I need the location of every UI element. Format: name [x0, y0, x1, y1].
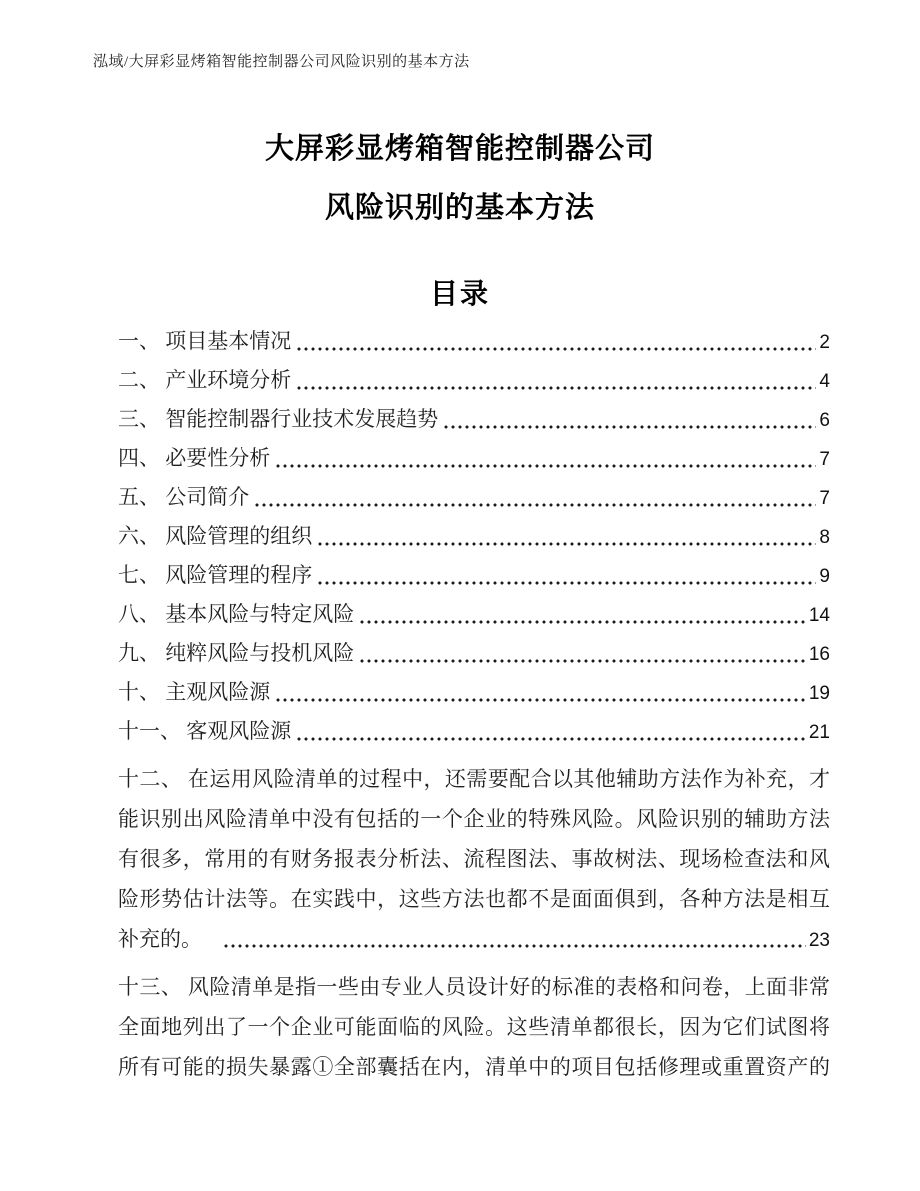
toc-page-number: 14 — [808, 605, 830, 626]
toc-item-label: 十、 主观风险源 — [118, 680, 271, 704]
dot-leader — [276, 698, 806, 702]
toc-item-label: 七、 风险管理的程序 — [118, 563, 313, 587]
toc-item-label: 九、 纯粹风险与投机风险 — [118, 641, 355, 665]
toc-page-number: 8 — [819, 527, 830, 548]
toc-item-last-line — [118, 919, 830, 959]
toc-item-label: 二、 产业环境分析 — [118, 368, 292, 392]
toc-page-number: 6 — [819, 410, 830, 431]
toc-item-label: 一、 项目基本情况 — [118, 329, 292, 353]
toc-item-7[interactable] — [118, 556, 830, 595]
toc-item-text-line: 所有可能的损失暴露①全部囊括在内，清单中的项目包括修理或重置资产的 — [118, 1055, 830, 1079]
dot-leader — [224, 944, 806, 948]
toc-page-number: 19 — [808, 683, 830, 704]
table-of-contents — [118, 322, 830, 1087]
toc-item-6[interactable] — [118, 517, 830, 556]
toc-item-11[interactable] — [118, 712, 830, 751]
toc-item-text-line: 险形势估计法等。在实践中，这些方法也都不是面面俱到，各种方法是相互 — [118, 887, 830, 911]
toc-item-10[interactable] — [118, 673, 830, 712]
toc-page-number: 2 — [819, 332, 830, 353]
toc-heading: 目录 — [429, 278, 490, 309]
toc-item-1[interactable] — [118, 322, 830, 361]
toc-item-3[interactable] — [118, 400, 830, 439]
toc-page-number: 4 — [819, 371, 830, 392]
dot-leader — [276, 464, 816, 468]
toc-item-text-line: 全面地列出了一个企业可能面临的风险。这些清单都很长，因为它们试图将 — [118, 1015, 830, 1039]
toc-item-label: 八、 基本风险与特定风险 — [118, 602, 355, 626]
toc-item-label: 六、 风险管理的组织 — [118, 524, 313, 548]
dot-leader — [360, 620, 806, 624]
toc-item-label: 补充的。 — [118, 927, 202, 951]
toc-item-text-line: 十三、 风险清单是指一些由专业人员设计好的标准的表格和问卷，上面非常 — [118, 975, 830, 999]
dot-leader — [318, 581, 816, 585]
toc-item-text-line: 十二、 在运用风险清单的过程中，还需要配合以其他辅助方法作为补充，才 — [118, 767, 830, 791]
dot-leader — [255, 503, 816, 507]
toc-item-label: 三、 智能控制器行业技术发展趋势 — [118, 407, 439, 431]
toc-item-label: 十一、 客观风险源 — [118, 719, 292, 743]
toc-item-text-line: 有很多，常用的有财务报表分析法、流程图法、事故树法、现场检查法和风 — [118, 847, 830, 871]
toc-item-8[interactable] — [118, 595, 830, 634]
toc-item-2[interactable] — [118, 361, 830, 400]
running-header: 泓域/大屏彩显烤箱智能控制器公司风险识别的基本方法 — [93, 54, 470, 70]
toc-item-13[interactable] — [118, 967, 830, 1087]
toc-item-text-line: 能识别出风险清单中没有包括的一个企业的特殊风险。风险识别的辅助方法 — [118, 807, 830, 831]
toc-page-number: 16 — [808, 644, 830, 665]
doc-title-line1: 大屏彩显烤箱智能控制器公司 — [264, 133, 655, 165]
toc-page-number: 9 — [819, 566, 830, 587]
toc-item-9[interactable] — [118, 634, 830, 673]
toc-item-label: 四、 必要性分析 — [118, 446, 271, 470]
doc-title-line2: 风险识别的基本方法 — [324, 192, 595, 224]
toc-item-label: 五、 公司简介 — [118, 485, 250, 509]
toc-page-number: 23 — [808, 930, 830, 951]
dot-leader — [318, 542, 816, 546]
dot-leader — [360, 659, 806, 663]
dot-leader — [297, 737, 806, 741]
toc-item-12[interactable] — [118, 759, 830, 959]
dot-leader — [444, 425, 816, 429]
toc-page-number: 7 — [819, 449, 830, 470]
toc-item-4[interactable] — [118, 439, 830, 478]
dot-leader — [297, 347, 816, 351]
toc-page-number: 21 — [808, 722, 830, 743]
toc-page-number: 7 — [819, 488, 830, 509]
dot-leader — [297, 386, 816, 390]
toc-item-5[interactable] — [118, 478, 830, 517]
